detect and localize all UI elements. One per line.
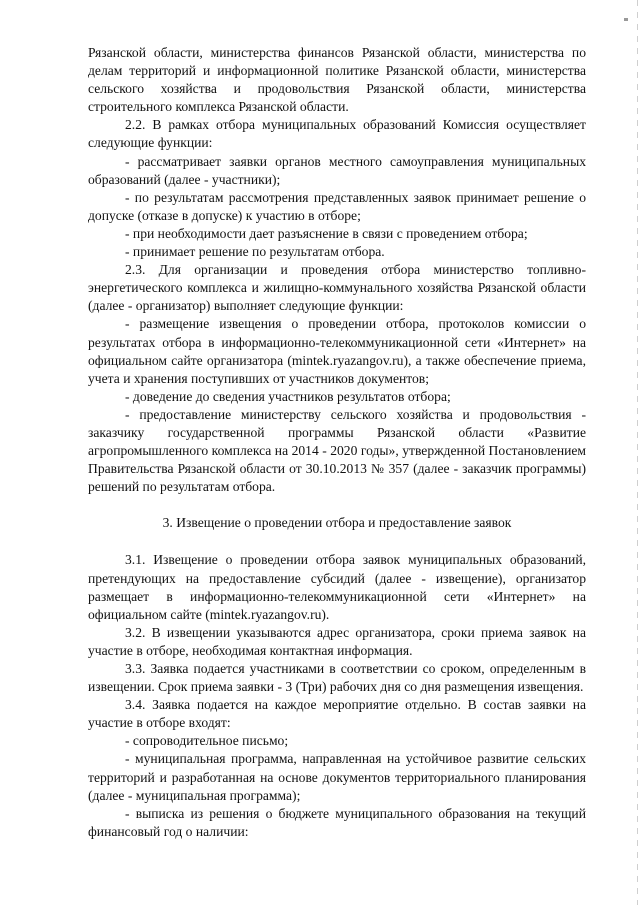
document-page (88, 44, 586, 841)
paragraph: 3.1. Извещение о проведении отбора заявок муниципальных образований, претендующих на предоставление субсидий (далее - извещение), организатор размещает в информационно-телекоммуникационной сети «Интернет» на официальном сайте (mintek.ryazangov.ru). (88, 552, 586, 622)
list-item: - муниципальная программа, направленная на устойчивое развитие сельских территорий и разработанная на основе документов территориального планирования (далее - муниципальная программа); (88, 751, 586, 803)
list-item: - выписка из решения о бюджете муниципального образования на текущий финансовый год о наличии: (88, 805, 586, 839)
list-item: - размещение извещения о проведении отбора, протоколов комиссии о результатах отбора в информационно-телекоммуникационной сети «Интернет» на официальном сайте организатора (mintek.ryazangov.ru), а также обеспечение приема, учета и хранения поступивших от участников документов; (88, 316, 586, 386)
section-heading: 3. Извещение о проведении отбора и предоставление заявок (162, 515, 512, 531)
paragraph: 2.3. Для организации и проведения отбора министерство топливно-энергетического комплекса и жилищно-коммунального хозяйства Рязанской области (далее - организатор) выполняет следующие функции: (88, 262, 586, 314)
scan-mark (624, 18, 628, 21)
list-item: - принимает решение по результатам отбора. (125, 244, 385, 260)
paragraph: 2.2. В рамках отбора муниципальных образований Комиссия осуществляет следующие функции: (88, 117, 586, 151)
list-item: - доведение до сведения участников результатов отбора; (125, 388, 451, 404)
list-item: - рассматривает заявки органов местного самоуправления муниципальных образований (далее - участники); (88, 153, 586, 187)
paragraph: Рязанской области, министерства финансов Рязанской области, министерства по делам территорий и информационной политике Рязанской области, министерства сельского хозяйства и продовольствия Рязанской области, министерства строительного комплекса Рязанской области. (88, 45, 586, 115)
paragraph: 3.3. Заявка подается участниками в соответствии со сроком, определенным в извещении. Срок приема заявки - 3 (Три) рабочих дня со дня размещения извещения. (88, 661, 586, 695)
list-item: - предоставление министерству сельского хозяйства и продовольствия - заказчику государственной программы Рязанской области «Развитие агропромышленного комплекса на 2014 - 2020 годы», утвержденной Постановлением Правительства Рязанской области от 30.10.2013 № 357 (далее - заказчик программы) решений по результатам отбора. (88, 406, 586, 495)
scan-edge (637, 0, 638, 905)
list-item: - при необходимости дает разъяснение в связи с проведением отбора; (125, 225, 528, 241)
paragraph: 3.2. В извещении указываются адрес организатора, сроки приема заявок на участие в отборе, необходимая контактная информация. (88, 624, 586, 658)
list-item: - по результатам рассмотрения представленных заявок принимает решение о допуске (отказе в допуске) к участию в отборе; (88, 189, 586, 223)
paragraph: 3.4. Заявка подается на каждое мероприятие отдельно. В состав заявки на участие в отборе входят: (88, 697, 586, 731)
list-item: - сопроводительное письмо; (125, 733, 289, 749)
